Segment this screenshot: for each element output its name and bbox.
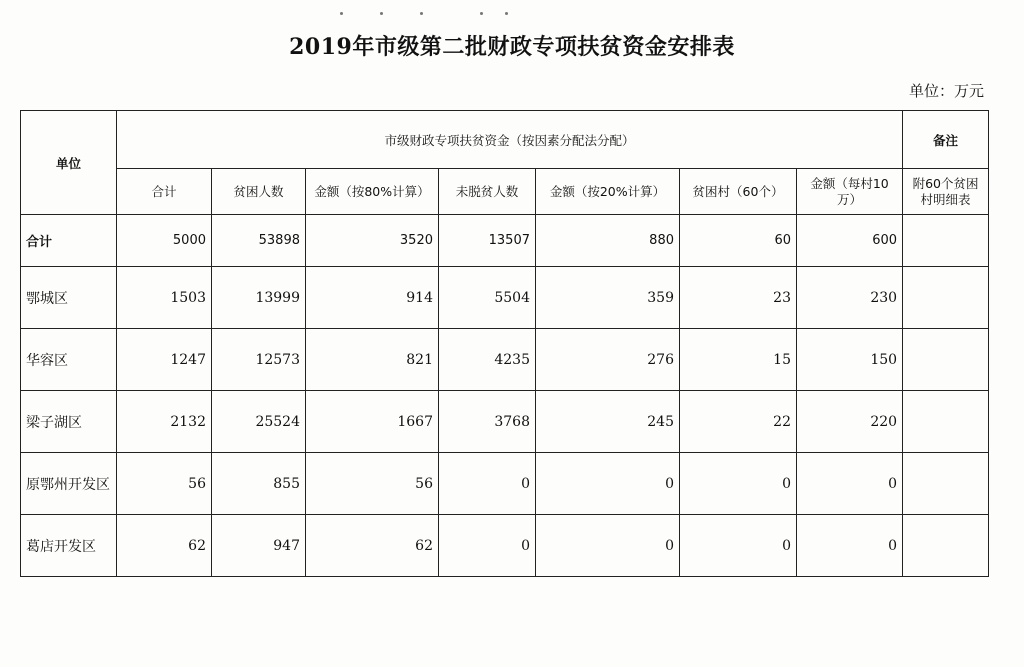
row-name: 原鄂州开发区 <box>21 453 117 515</box>
cell-poor-villages: 60 <box>680 215 797 267</box>
col-header-poor-villages: 贫困村（60个） <box>680 169 797 215</box>
scan-dot <box>340 12 343 15</box>
cell-amount-per-village: 0 <box>797 515 903 577</box>
cell-amount-80: 821 <box>306 329 439 391</box>
cell-amount-20: 880 <box>536 215 680 267</box>
cell-poor-population: 12573 <box>212 329 306 391</box>
cell-not-lifted: 0 <box>439 453 536 515</box>
cell-remark <box>903 329 989 391</box>
scan-dot <box>380 12 383 15</box>
col-header-poor-population: 贫困人数 <box>212 169 306 215</box>
cell-amount-80: 56 <box>306 453 439 515</box>
col-header-amount-per-village: 金额（每村10万） <box>797 169 903 215</box>
cell-not-lifted: 0 <box>439 515 536 577</box>
cell-not-lifted: 4235 <box>439 329 536 391</box>
cell-amount-per-village: 220 <box>797 391 903 453</box>
cell-amount-per-village: 230 <box>797 267 903 329</box>
cell-amount-80: 62 <box>306 515 439 577</box>
cell-total: 2132 <box>117 391 212 453</box>
cell-amount-20: 0 <box>536 515 680 577</box>
col-header-village-detail: 附60个贫困村明细表 <box>903 169 989 215</box>
col-header-total: 合计 <box>117 169 212 215</box>
col-header-amount-80: 金额（按80%计算） <box>306 169 439 215</box>
table-row <box>21 453 989 515</box>
table-row <box>21 267 989 329</box>
cell-amount-20: 245 <box>536 391 680 453</box>
cell-poor-villages: 22 <box>680 391 797 453</box>
document-title: 2019年市级第二批财政专项扶贫资金安排表 <box>289 34 735 60</box>
cell-poor-population: 13999 <box>212 267 306 329</box>
table-row <box>21 515 989 577</box>
row-name: 华容区 <box>21 329 117 391</box>
cell-poor-villages: 0 <box>680 453 797 515</box>
cell-remark <box>903 391 989 453</box>
cell-poor-villages: 0 <box>680 515 797 577</box>
row-name: 葛店开发区 <box>21 515 117 577</box>
cell-total: 1247 <box>117 329 212 391</box>
cell-poor-population: 855 <box>212 453 306 515</box>
cell-remark <box>903 215 989 267</box>
cell-amount-20: 359 <box>536 267 680 329</box>
cell-amount-per-village: 0 <box>797 453 903 515</box>
table-row <box>21 391 989 453</box>
unit-header: 单位 <box>21 111 117 215</box>
col-header-not-lifted: 未脱贫人数 <box>439 169 536 215</box>
cell-not-lifted: 3768 <box>439 391 536 453</box>
cell-poor-population: 53898 <box>212 215 306 267</box>
table-row <box>21 329 989 391</box>
cell-not-lifted: 5504 <box>439 267 536 329</box>
cell-amount-20: 0 <box>536 453 680 515</box>
allocation-table <box>20 110 989 577</box>
cell-poor-population: 947 <box>212 515 306 577</box>
cell-remark <box>903 515 989 577</box>
cell-remark <box>903 453 989 515</box>
scan-dot <box>505 12 508 15</box>
cell-poor-villages: 23 <box>680 267 797 329</box>
scan-dot <box>480 12 483 15</box>
cell-not-lifted: 13507 <box>439 215 536 267</box>
row-name: 合计 <box>21 215 117 267</box>
cell-amount-80: 914 <box>306 267 439 329</box>
cell-total: 56 <box>117 453 212 515</box>
row-name: 梁子湖区 <box>21 391 117 453</box>
group-header: 市级财政专项扶贫资金（按因素分配法分配） <box>117 111 903 169</box>
col-header-amount-20: 金额（按20%计算） <box>536 169 680 215</box>
cell-remark <box>903 267 989 329</box>
remark-header: 备注 <box>903 111 989 169</box>
cell-total: 5000 <box>117 215 212 267</box>
scan-dot <box>420 12 423 15</box>
scan-dots <box>0 12 1024 22</box>
cell-amount-20: 276 <box>536 329 680 391</box>
cell-poor-population: 25524 <box>212 391 306 453</box>
cell-amount-per-village: 600 <box>797 215 903 267</box>
cell-total: 1503 <box>117 267 212 329</box>
cell-amount-per-village: 150 <box>797 329 903 391</box>
cell-amount-80: 3520 <box>306 215 439 267</box>
unit-label: 单位：万元 <box>908 82 984 100</box>
cell-total: 62 <box>117 515 212 577</box>
cell-amount-80: 1667 <box>306 391 439 453</box>
table-row-total <box>21 215 989 267</box>
row-name: 鄂城区 <box>21 267 117 329</box>
cell-poor-villages: 15 <box>680 329 797 391</box>
